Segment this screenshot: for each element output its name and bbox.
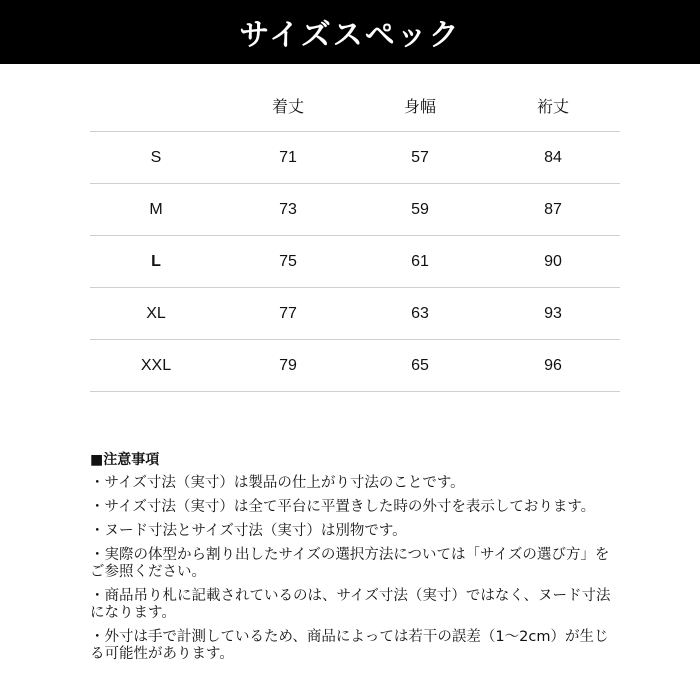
width-value: 63 bbox=[354, 288, 486, 340]
table-header-row bbox=[90, 80, 620, 132]
note-item: ・サイズ寸法（実寸）は全て平台に平置きした時の外寸を表示しております。 bbox=[90, 499, 596, 515]
size-label: S bbox=[90, 132, 222, 184]
size-label: XXL bbox=[90, 340, 222, 392]
size-label: XL bbox=[90, 288, 222, 340]
sleeve-value: 93 bbox=[486, 288, 620, 340]
length-value: 77 bbox=[222, 288, 354, 340]
column-header-sleeve: 裄丈 bbox=[486, 80, 620, 132]
notes-title: ■注意事項 bbox=[90, 452, 160, 468]
size-spec-table bbox=[90, 80, 620, 392]
column-header-size bbox=[90, 80, 222, 132]
column-header-length: 着丈 bbox=[222, 80, 354, 132]
table-row bbox=[90, 288, 620, 340]
sleeve-value: 96 bbox=[486, 340, 620, 392]
width-value: 57 bbox=[354, 132, 486, 184]
sleeve-value: 87 bbox=[486, 184, 620, 236]
notes-section bbox=[90, 452, 620, 670]
size-label: L bbox=[90, 236, 222, 288]
note-item: ・サイズ寸法（実寸）は製品の仕上がり寸法のことです。 bbox=[90, 475, 465, 491]
length-value: 71 bbox=[222, 132, 354, 184]
column-header-width: 身幅 bbox=[354, 80, 486, 132]
page-title: サイズスペック bbox=[239, 18, 461, 53]
length-value: 79 bbox=[222, 340, 354, 392]
note-item: ・商品吊り札に記載されているのは、サイズ寸法（実寸）ではなく、ヌード寸法になります。 bbox=[90, 588, 611, 621]
length-value: 73 bbox=[222, 184, 354, 236]
width-value: 61 bbox=[354, 236, 486, 288]
size-label: M bbox=[90, 184, 222, 236]
table-row bbox=[90, 184, 620, 236]
sleeve-value: 90 bbox=[486, 236, 620, 288]
length-value: 75 bbox=[222, 236, 354, 288]
note-item: ・実際の体型から割り出したサイズの選択方法については「サイズの選び方」をご参照ください。 bbox=[90, 547, 610, 580]
table-row bbox=[90, 340, 620, 392]
table-row bbox=[90, 236, 620, 288]
header-banner bbox=[0, 0, 700, 64]
width-value: 59 bbox=[354, 184, 486, 236]
sleeve-value: 84 bbox=[486, 132, 620, 184]
table-row bbox=[90, 132, 620, 184]
width-value: 65 bbox=[354, 340, 486, 392]
note-item: ・ヌード寸法とサイズ寸法（実寸）は別物です。 bbox=[90, 523, 407, 539]
note-item: ・外寸は手で計測しているため、商品によっては若干の誤差（1〜2cm）が生じる可能性があります。 bbox=[90, 629, 609, 662]
